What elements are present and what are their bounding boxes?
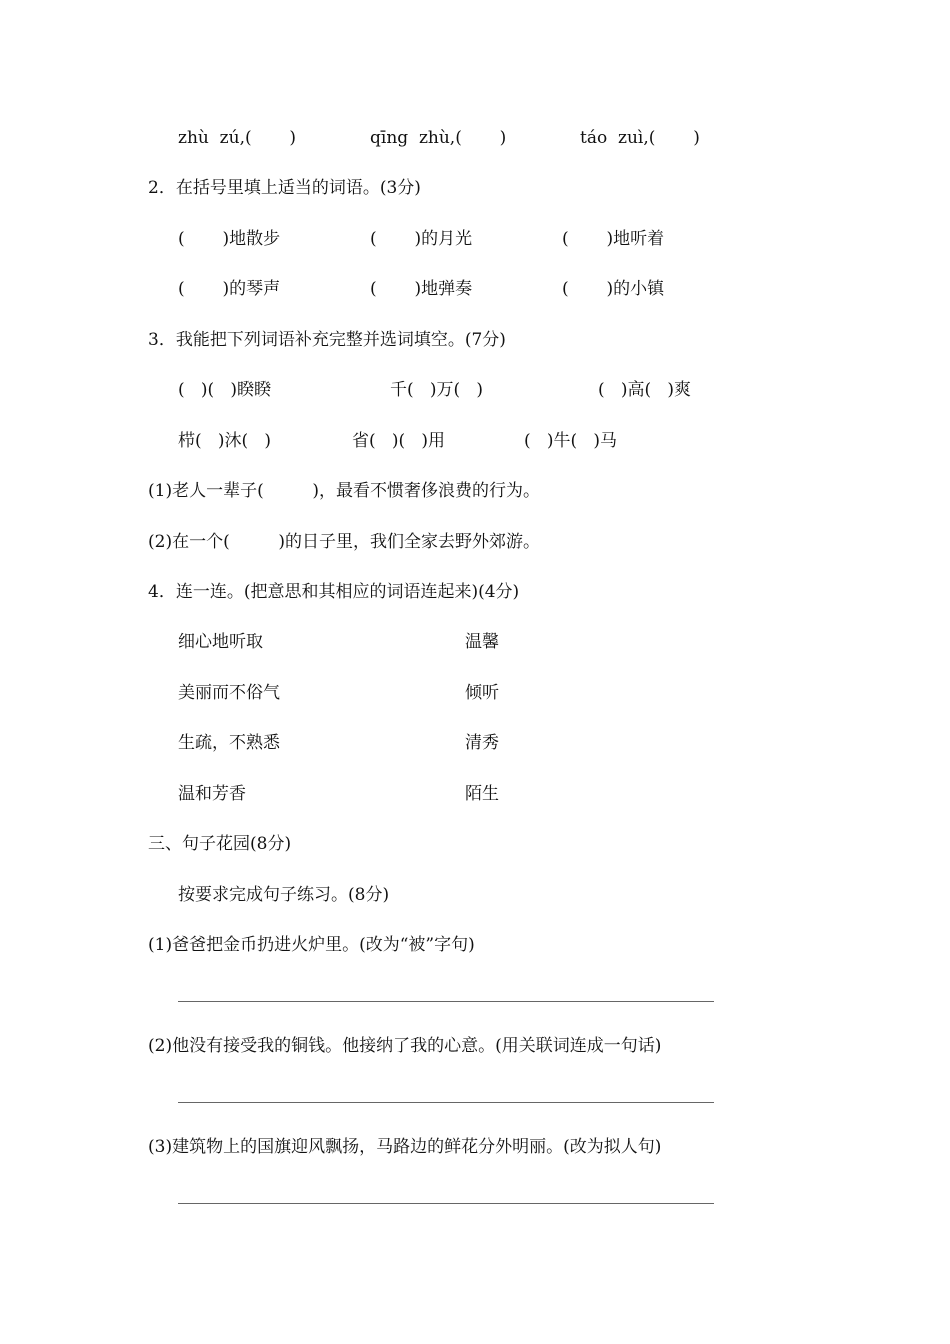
sentence-task-1: (1)爸爸把金币扔进火炉里。(改为“被”字句) (148, 935, 475, 955)
q3-sentence-1: (1)老人一辈子( )，最看不惯奢侈浪费的行为。 (148, 481, 540, 501)
answer-line-3[interactable] (178, 1203, 714, 1204)
q2-blank-6: ( )的小镇 (562, 279, 665, 299)
section-3-instruction: 按要求完成句子练习。(8分) (178, 885, 390, 905)
question-3-title: 3．我能把下列词语补充完整并选词填空。(7分) (148, 330, 506, 350)
q3-idiom-3: ( )高( )爽 (598, 380, 691, 400)
q3-idiom-1: ( )( )睽睽 (178, 380, 271, 400)
q3-idiom-5: 省( )( )用 (352, 431, 445, 451)
match-right-item: 温馨 (465, 632, 499, 652)
match-left-item: 生疏，不熟悉 (178, 733, 280, 753)
q3-idiom-4: 栉( )沐( ) (178, 431, 271, 451)
q2-blank-4: ( )的琴声 (178, 279, 281, 299)
q3-idiom-2: 千( )万( ) (390, 380, 483, 400)
pinyin-item-3: táo zuì,( ) (580, 128, 700, 148)
q3-idiom-6: ( )牛( )马 (524, 431, 617, 451)
q3-sentence-2: (2)在一个( )的日子里，我们全家去野外郊游。 (148, 532, 540, 552)
q2-blank-5: ( )地弹奏 (370, 279, 473, 299)
pinyin-item-1: zhù zú,( ) (178, 128, 297, 148)
match-right-item: 陌生 (465, 784, 499, 804)
pinyin-item-2: qīng zhù,( ) (370, 128, 507, 148)
section-3-title: 三、句子花园(8分) (148, 834, 292, 854)
match-left-item: 美丽而不俗气 (178, 683, 280, 703)
match-right-item: 清秀 (465, 733, 499, 753)
match-right-item: 倾听 (465, 683, 499, 703)
answer-line-1[interactable] (178, 1001, 714, 1002)
question-2-title: 2．在括号里填上适当的词语。(3分) (148, 178, 421, 198)
q2-blank-2: ( )的月光 (370, 229, 473, 249)
answer-line-2[interactable] (178, 1102, 714, 1103)
q2-blank-1: ( )地散步 (178, 229, 281, 249)
q2-blank-3: ( )地听着 (562, 229, 665, 249)
sentence-task-2: (2)他没有接受我的铜钱。他接纳了我的心意。(用关联词连成一句话) (148, 1036, 662, 1056)
match-left-item: 细心地听取 (178, 632, 263, 652)
sentence-task-3: (3)建筑物上的国旗迎风飘扬，马路边的鲜花分外明丽。(改为拟人句) (148, 1137, 662, 1157)
match-left-item: 温和芳香 (178, 784, 246, 804)
question-4-title: 4．连一连。(把意思和其相应的词语连起来)(4分) (148, 582, 520, 602)
